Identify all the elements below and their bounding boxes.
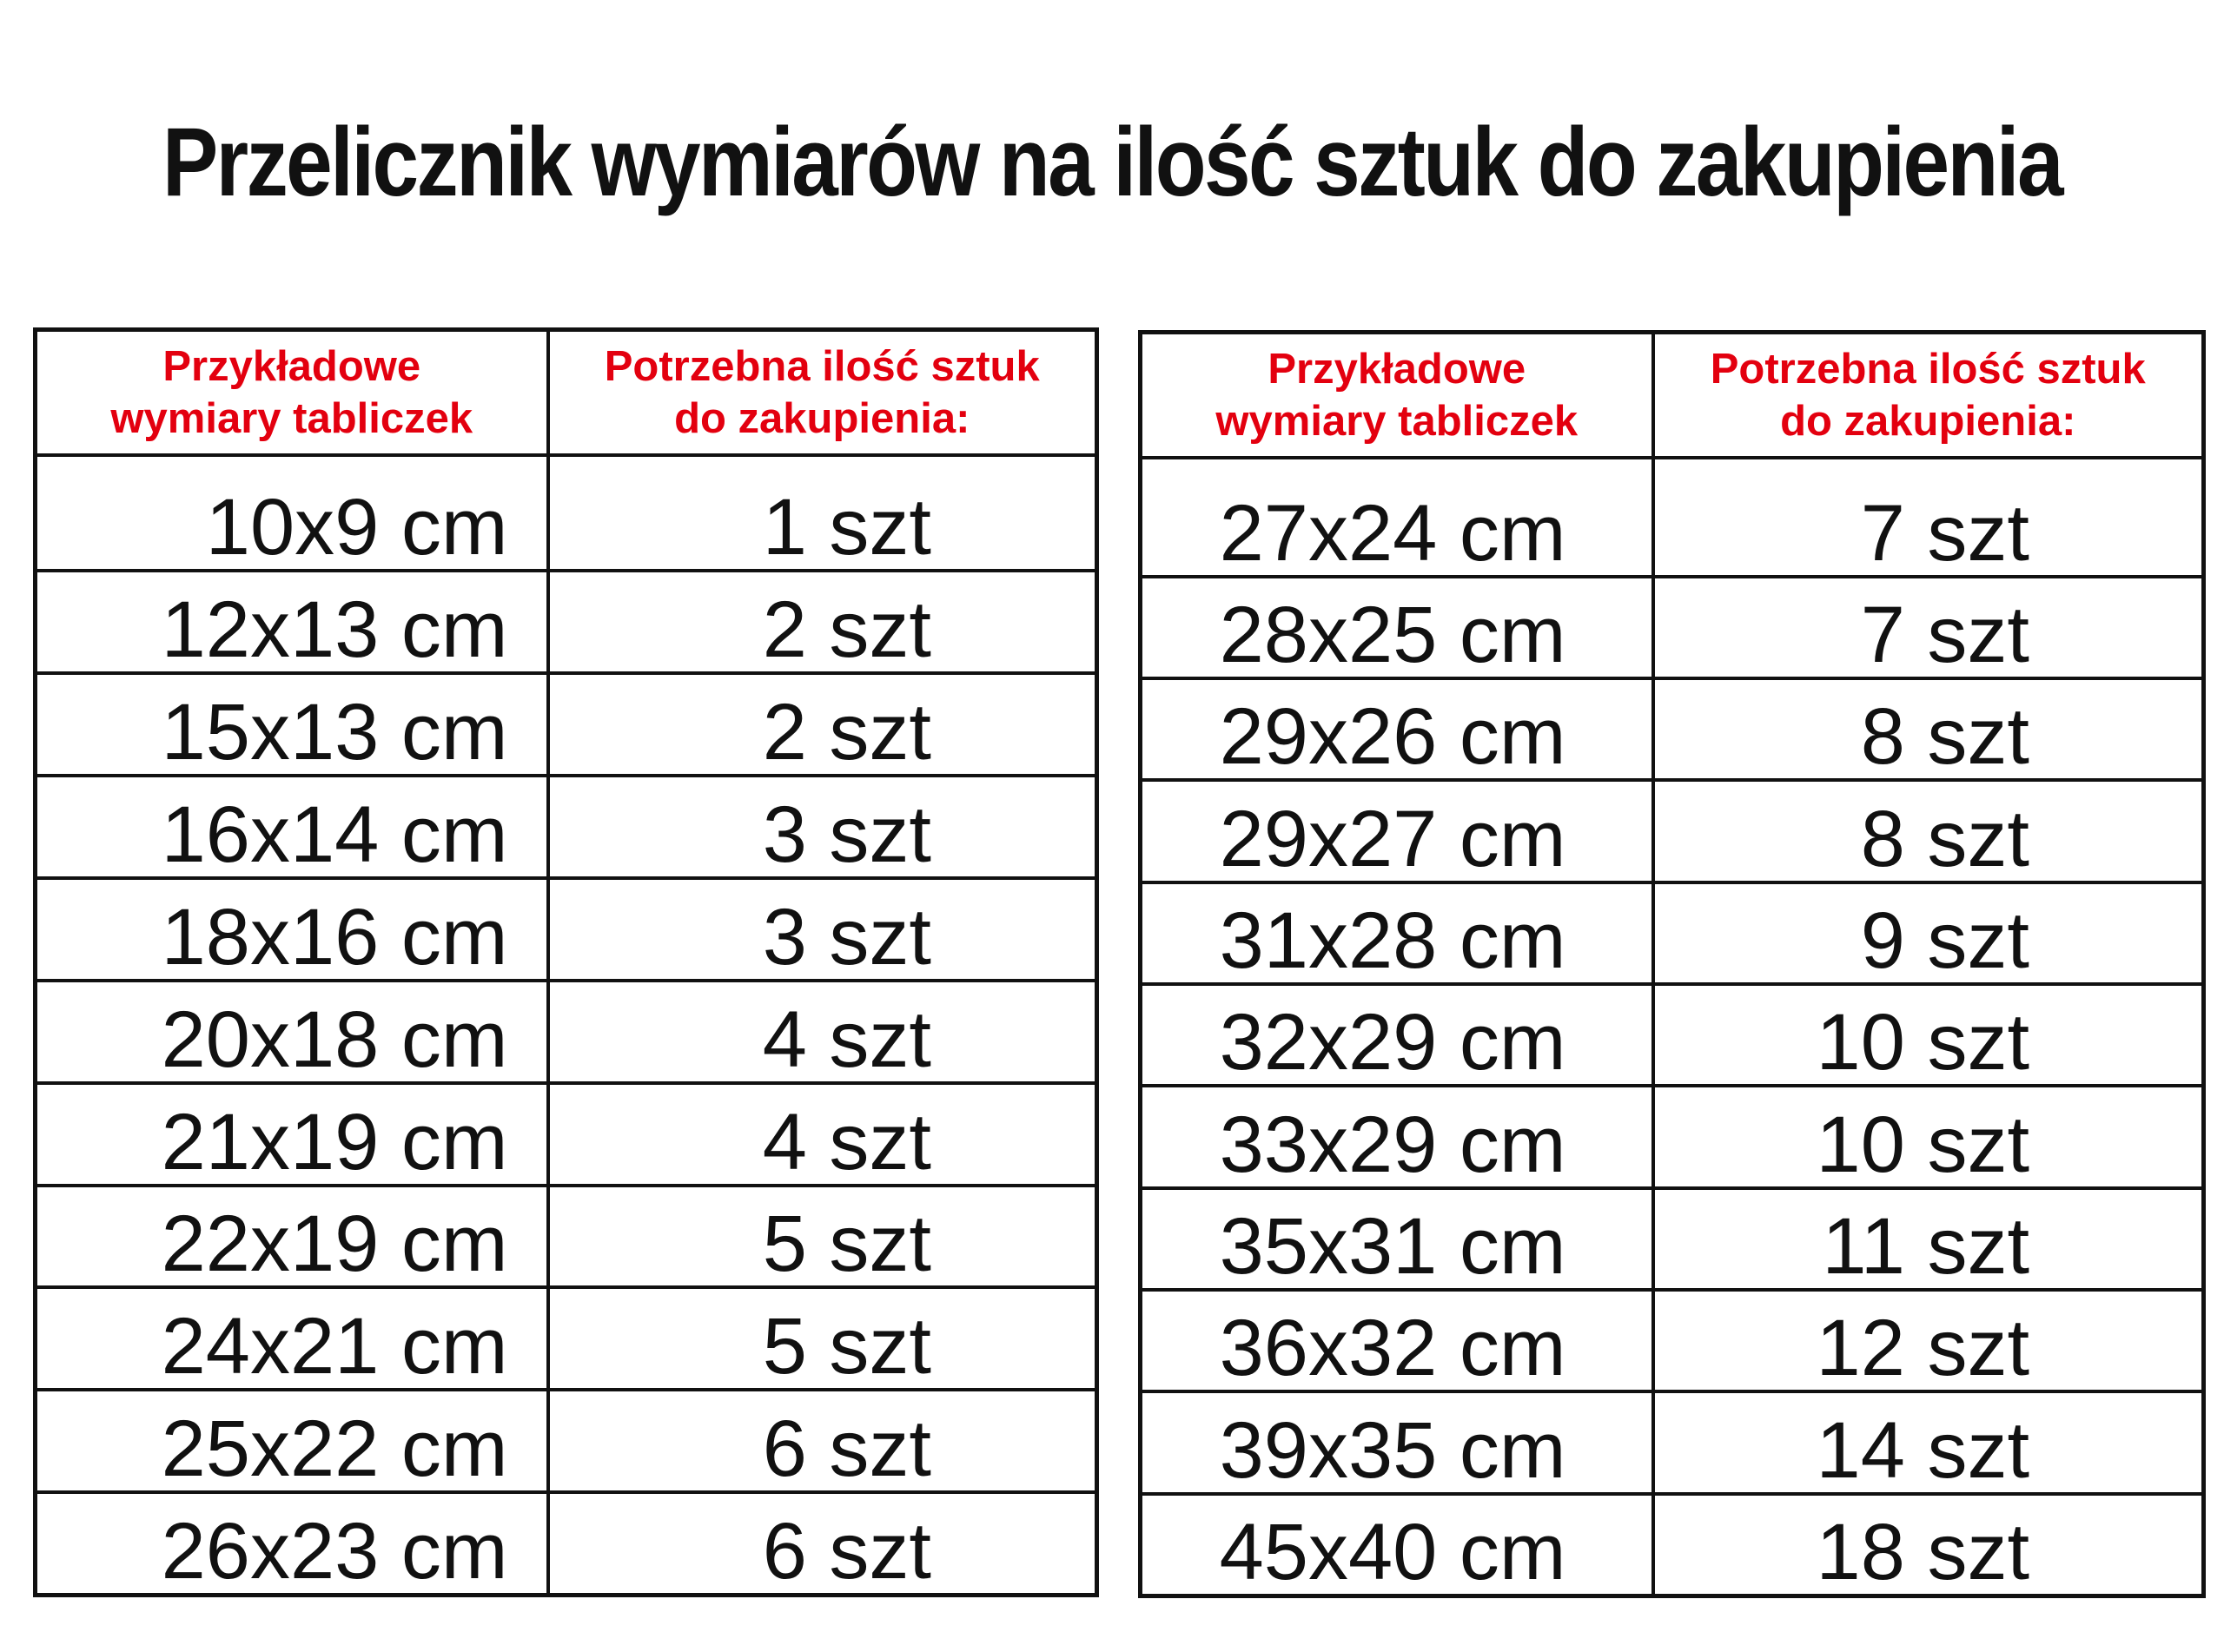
- quantity-cell: 9 szt: [1653, 882, 2204, 984]
- quantity-cell: 6 szt: [548, 1390, 1097, 1492]
- quantity-cell: 8 szt: [1653, 780, 2204, 882]
- size-cell: 27x24 cm: [1141, 458, 1653, 577]
- quantity-cell: 11 szt: [1653, 1188, 2204, 1290]
- header-quantity: [548, 330, 1097, 456]
- size-cell: 21x19 cm: [36, 1083, 548, 1186]
- size-cell: 29x27 cm: [1141, 780, 1653, 882]
- size-cell: 32x29 cm: [1141, 984, 1653, 1086]
- size-cell: 16x14 cm: [36, 776, 548, 878]
- table-row: [36, 455, 1097, 571]
- header-quantity-line2: do zakupienia:: [1780, 398, 2076, 445]
- size-cell: 39x35 cm: [1141, 1391, 1653, 1493]
- size-cell: 25x22 cm: [36, 1390, 548, 1492]
- table-row: [36, 571, 1097, 673]
- table-row: [36, 878, 1097, 981]
- quantity-cell: 7 szt: [1653, 458, 2204, 577]
- quantity-cell: 2 szt: [548, 571, 1097, 673]
- header-dimensions-line1: Przykładowe: [162, 343, 421, 390]
- quantity-cell: 4 szt: [548, 981, 1097, 1083]
- table-body: [36, 455, 1097, 1596]
- table-row: [1141, 1391, 2204, 1493]
- table-row: [1141, 1290, 2204, 1391]
- size-cell: 22x19 cm: [36, 1186, 548, 1288]
- size-cell: 35x31 cm: [1141, 1188, 1653, 1290]
- size-table-right: [1138, 330, 2206, 1598]
- table-row: [1141, 678, 2204, 780]
- header-dimensions-line2: wymiary tabliczek: [110, 395, 473, 442]
- size-cell: 18x16 cm: [36, 878, 548, 981]
- size-cell: 20x18 cm: [36, 981, 548, 1083]
- size-cell: 10x9 cm: [36, 455, 548, 571]
- size-cell: 26x23 cm: [36, 1492, 548, 1595]
- quantity-cell: 12 szt: [1653, 1290, 2204, 1391]
- table-row: [1141, 984, 2204, 1086]
- quantity-cell: 4 szt: [548, 1083, 1097, 1186]
- table-row: [1141, 577, 2204, 678]
- quantity-cell: 2 szt: [548, 673, 1097, 776]
- size-cell: 24x21 cm: [36, 1287, 548, 1390]
- table-row: [36, 776, 1097, 878]
- table-row: [36, 1083, 1097, 1186]
- header-dimensions-line1: Przykładowe: [1268, 346, 1526, 393]
- header-dimensions: [1141, 333, 1653, 459]
- quantity-cell: 6 szt: [548, 1492, 1097, 1595]
- page-title: Przelicznik wymiarów na ilość sztuk do zakupienia: [162, 108, 2062, 216]
- size-cell: 12x13 cm: [36, 571, 548, 673]
- table-header-row: [36, 330, 1097, 456]
- quantity-cell: 3 szt: [548, 776, 1097, 878]
- header-quantity-line2: do zakupienia:: [674, 395, 970, 442]
- quantity-cell: 8 szt: [1653, 678, 2204, 780]
- size-cell: 28x25 cm: [1141, 577, 1653, 678]
- header-quantity: [1653, 333, 2204, 459]
- table-row: [36, 1287, 1097, 1390]
- quantity-cell: 10 szt: [1653, 984, 2204, 1086]
- header-dimensions: [36, 330, 548, 456]
- table-body: [1141, 458, 2204, 1596]
- quantity-cell: 18 szt: [1653, 1494, 2204, 1596]
- size-table-left: [33, 327, 1099, 1597]
- table-row: [36, 1186, 1097, 1288]
- size-cell: 15x13 cm: [36, 673, 548, 776]
- table-row: [36, 673, 1097, 776]
- quantity-cell: 14 szt: [1653, 1391, 2204, 1493]
- header-quantity-line1: Potrzebna ilość sztuk: [604, 343, 1040, 390]
- quantity-cell: 3 szt: [548, 878, 1097, 981]
- table-row: [36, 981, 1097, 1083]
- table-row: [1141, 1188, 2204, 1290]
- size-cell: 45x40 cm: [1141, 1494, 1653, 1596]
- table-row: [1141, 458, 2204, 577]
- header-quantity-line1: Potrzebna ilość sztuk: [1710, 346, 2146, 393]
- table-row: [36, 1390, 1097, 1492]
- table-row: [1141, 1086, 2204, 1187]
- size-cell: 31x28 cm: [1141, 882, 1653, 984]
- table-row: [1141, 1494, 2204, 1596]
- quantity-cell: 5 szt: [548, 1186, 1097, 1288]
- header-dimensions-line2: wymiary tabliczek: [1215, 398, 1579, 445]
- size-cell: 33x29 cm: [1141, 1086, 1653, 1187]
- table-row: [1141, 780, 2204, 882]
- quantity-cell: 5 szt: [548, 1287, 1097, 1390]
- quantity-cell: 7 szt: [1653, 577, 2204, 678]
- size-cell: 36x32 cm: [1141, 1290, 1653, 1391]
- size-cell: 29x26 cm: [1141, 678, 1653, 780]
- table-header-row: [1141, 333, 2204, 459]
- quantity-cell: 1 szt: [548, 455, 1097, 571]
- quantity-cell: 10 szt: [1653, 1086, 2204, 1187]
- table-row: [1141, 882, 2204, 984]
- table-row: [36, 1492, 1097, 1595]
